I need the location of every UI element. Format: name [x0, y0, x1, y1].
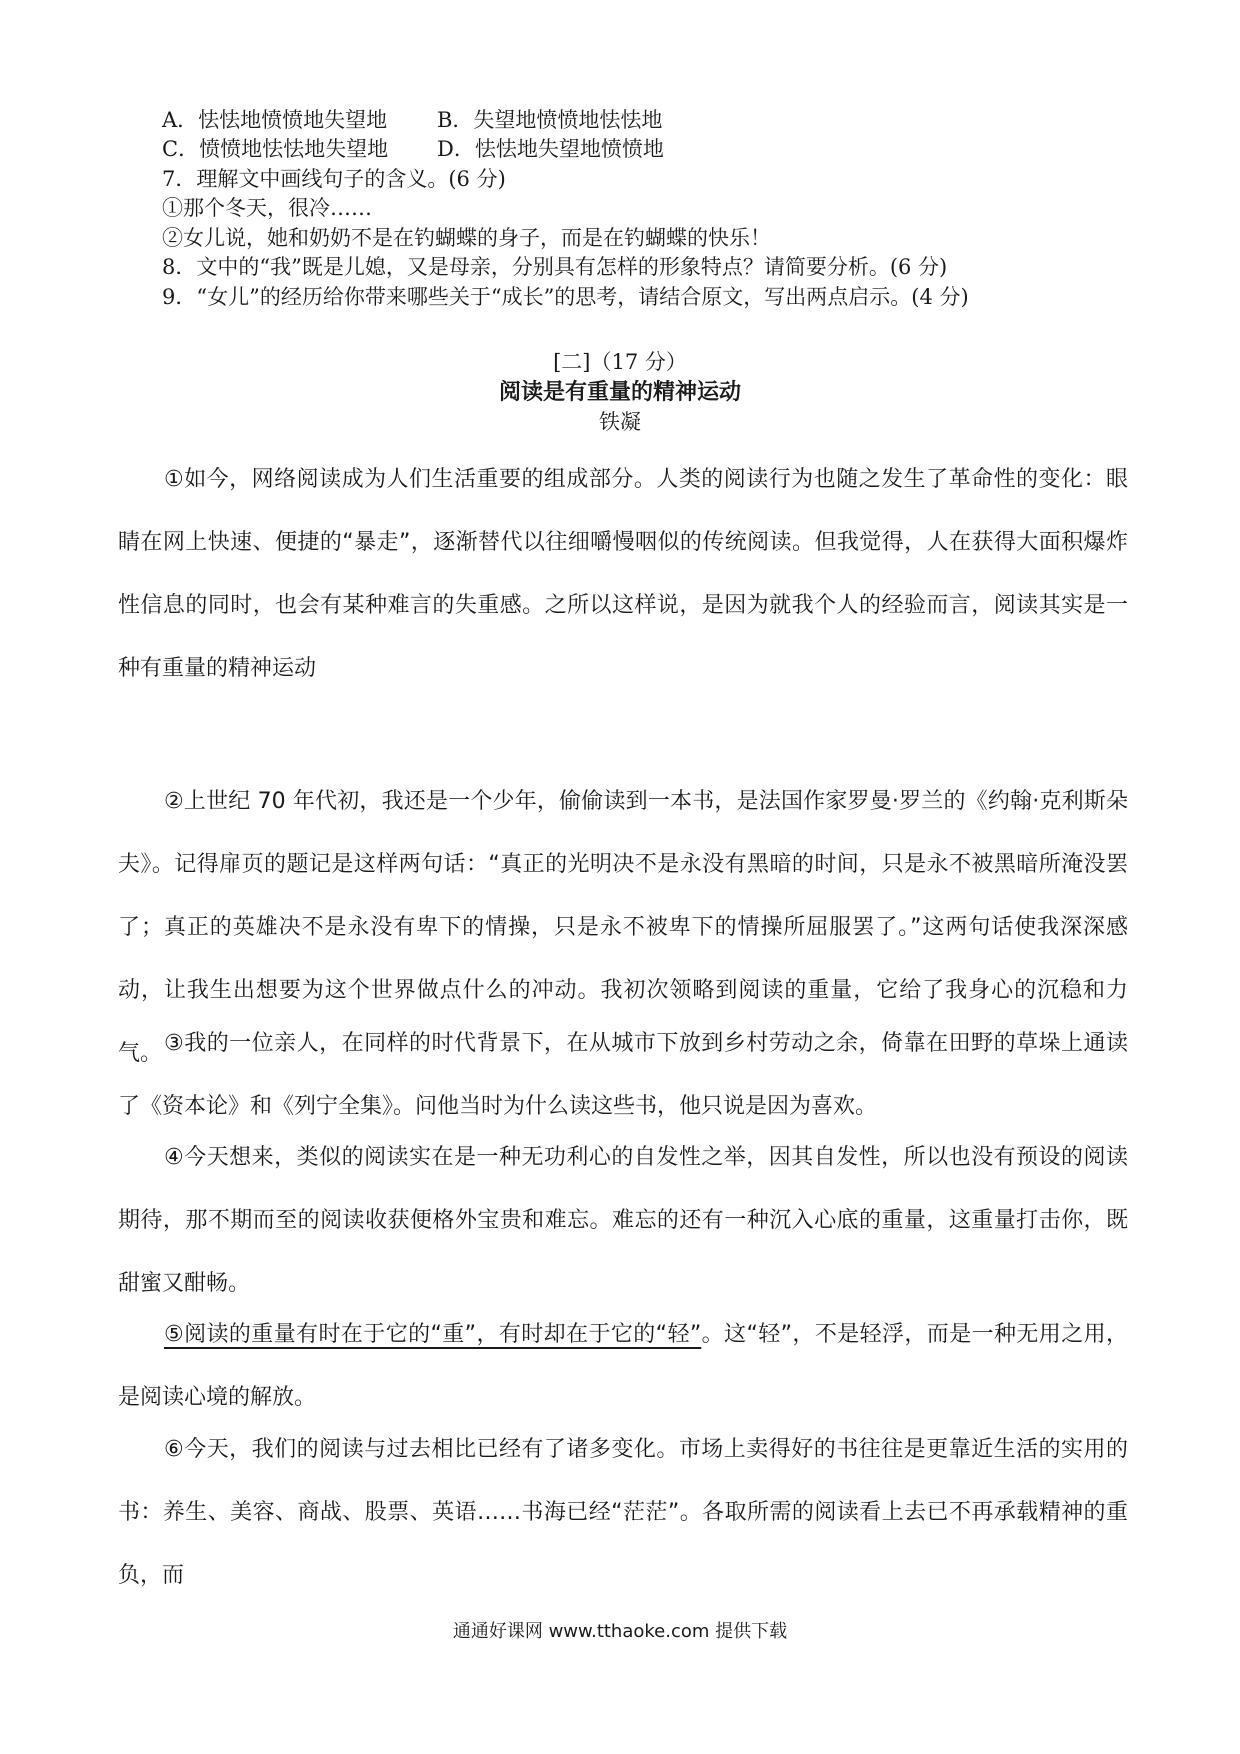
question-9: 9．“女儿”的经历给你带来哪些关于“成长”的思考，请结合原文，写出两点启示。(4 分) [162, 285, 969, 309]
paragraph-5 [118, 1303, 1128, 1429]
question-7-item-1: ①那个冬天，很冷…… [162, 196, 372, 220]
option-d: D．怯怯地失望地愤愤地 [437, 137, 664, 161]
question-7-item-2: ②女儿说，她和奶奶不是在钓蝴蝶的身子，而是在钓蝴蝶的快乐！ [162, 226, 771, 250]
options-row-cd [162, 134, 664, 164]
article-title: 阅读是有重量的精神运动 [498, 379, 741, 405]
paragraph-6: ⑥今天，我们的阅读与过去相比已经有了诸多变化。市场上卖得好的书往往是更靠近生活的实用的书：养生、美容、商战、股票、英语……书海已经“茫茫”。各取所需的阅读看上去已不再承载精神的重负，而 [118, 1437, 1128, 1588]
paragraph-2: ②上世纪 70 年代初，我还是一个少年，偷偷读到一本书，是法国作家罗曼·罗兰的《约翰·克利斯朵夫》。记得扉页的题记是这样两句话：“真正的光明决不是永没有黑暗的时间，只是永不被黑暗所淹没罢了；真正的英雄决不是永没有卑下的情操，只是永不被卑下的情操所屈服罢了。”这两句话使我深深感动，让我生出想要为这个世界做点什么的冲动。我初次领略到阅读的重量，它给了我身心的沉稳和力气。 [118, 789, 1128, 1066]
option-c: C．愤愤地怯怯地失望地 [162, 137, 389, 161]
question-8: 8．文中的“我”既是儿媳，又是母亲，分别具有怎样的形象特点？请简要分析。(6 分) [162, 255, 948, 279]
paragraph-4: ④今天想来，类似的阅读实在是一种无功利心的自发性之举，因其自发性，所以也没有预设的阅读期待，那不期而至的阅读收获便格外宝贵和难忘。难忘的还有一种沉入心底的重量，这重量打击你，既甜蜜又酣畅。 [118, 1145, 1128, 1296]
page-footer: 通通好课网 www.tthaoke.com 提供下载 [452, 1621, 788, 1642]
paragraph-1: ①如今，网络阅读成为人们生活重要的组成部分。人类的阅读行为也随之发生了革命性的变化：眼睛在网上快速、便捷的“暴走”，逐渐替代以往细嚼慢咽似的传统阅读。但我觉得，人在获得大面积爆炸性信息的同时，也会有某种难言的失重感。之所以这样说，是因为就我个人的经验而言，阅读其实是一种有重量的精神运动 [118, 467, 1128, 681]
article-author: 铁凝 [599, 410, 641, 434]
option-a: A．怯怯地愤愤地失望地 [162, 108, 388, 132]
underlined-sentence: ⑤阅读的重量有时在于它的“重”，有时却在于它的“轻” [164, 1322, 702, 1347]
paragraph-3: ③我的一位亲人，在同样的时代背景下，在从城市下放到乡村劳动之余，倚靠在田野的草垛上通读了《资本论》和《列宁全集》。问他当时为什么读这些书，他只说是因为喜欢。 [118, 1031, 1128, 1119]
question-7: 7．理解文中画线句子的含义。(6 分) [162, 167, 506, 191]
option-b: B．失望地愤愤地怯怯地 [437, 108, 663, 132]
options-row-ab [162, 105, 662, 135]
paragraph-5-rest: 。这“轻”，不是轻浮，而是一种无用之用，是阅读心境的解放。 [118, 1322, 1128, 1410]
section-label: [二]（17 分） [553, 350, 687, 374]
